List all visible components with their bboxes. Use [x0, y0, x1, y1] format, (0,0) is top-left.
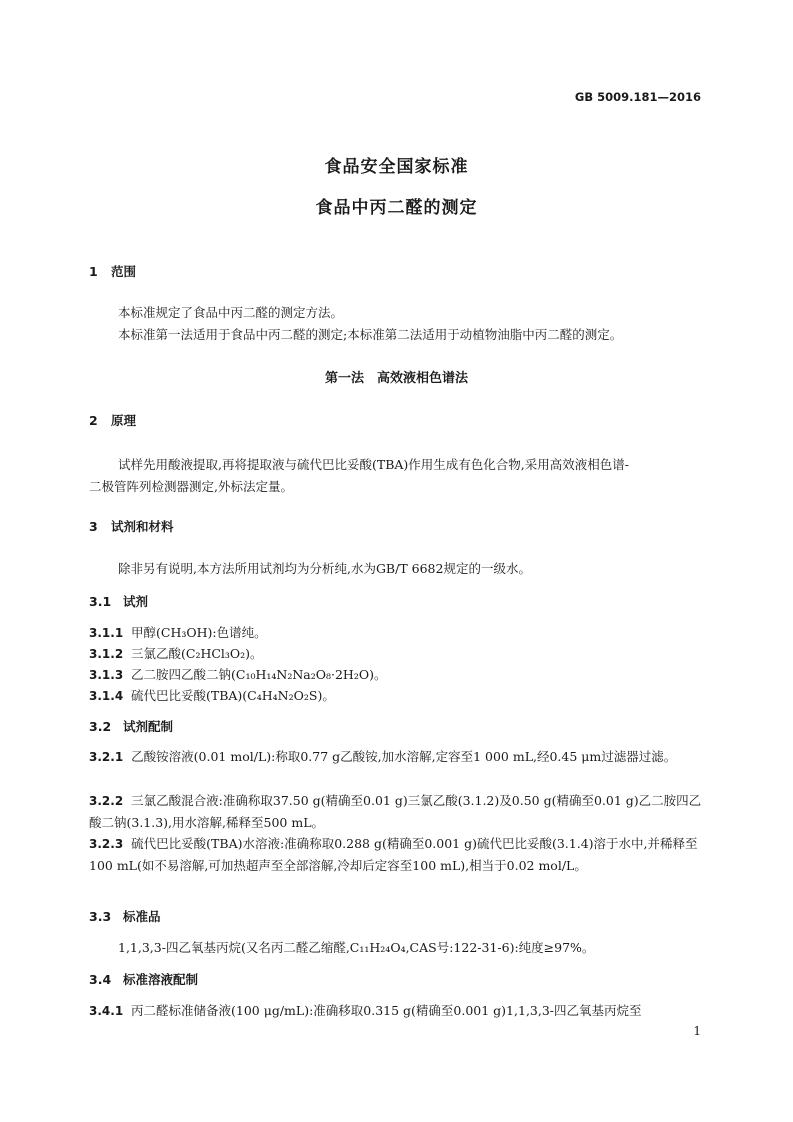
section-title: 范围 [111, 264, 137, 279]
scope-paragraph-2: 本标准第一法适用于食品中丙二醛的测定;本标准第二法适用于动植物油脂中丙二醛的测定。 [118, 327, 623, 342]
reagent-item [89, 686, 335, 704]
item-text: 甲醇(CH₃OH):色谱纯。 [131, 625, 267, 640]
standard-number: GB 5009.181—2016 [574, 90, 701, 104]
item-number: 3.2.1 [89, 750, 124, 764]
item-text: 硫代巴比妥酸(TBA)(C₄H₄N₂O₂S)。 [131, 688, 335, 703]
reagent-prep-3-2-2 [89, 790, 705, 834]
section-3-heading [89, 517, 174, 535]
section-title: 原理 [111, 413, 137, 428]
section-3-4-heading [89, 970, 198, 988]
section-2-heading [89, 411, 136, 429]
item-number: 3.4.1 [89, 1004, 124, 1018]
section-number: 3.3 [89, 909, 112, 924]
principle-line-1: 试样先用酸液提取,再将提取液与硫代巴比妥酸(TBA)作用生成有色化合物,采用高效液相色谱- [118, 457, 629, 472]
section-title: 标准溶液配制 [123, 972, 199, 987]
item-number: 3.1.2 [89, 647, 124, 661]
reagent-item [89, 665, 386, 683]
section-number: 2 [89, 413, 98, 428]
item-number: 3.2.2 [89, 794, 124, 808]
scope-paragraph-1: 本标准规定了食品中丙二醛的测定方法。 [118, 305, 344, 320]
page-number: 1 [693, 1024, 701, 1038]
section-title: 试剂和材料 [111, 519, 174, 534]
section-title: 试剂配制 [123, 719, 174, 734]
reagent-prep-3-2-1 [89, 746, 705, 768]
item-number: 3.1.4 [89, 689, 124, 703]
method-1-heading: 第一法 高效液相色谱法 [324, 371, 468, 386]
principle-line-2: 二极管阵列检测器测定,外标法定量。 [89, 479, 293, 494]
section-number: 3.1 [89, 594, 112, 609]
section-number: 3.2 [89, 719, 112, 734]
section-title: 试剂 [123, 594, 149, 609]
standard-substance-text: 1,1,3,3-四乙氧基丙烷(又名丙二醛乙缩醛,C₁₁H₂₄O₄,CAS号:122-31-6):纯度≥97%。 [118, 940, 595, 955]
doc-title-line2: 食品中丙二醛的测定 [315, 198, 478, 218]
section-3-2-heading [89, 717, 173, 735]
item-text: 三氯乙酸混合液:准确称取37.50 g(精确至0.01 g)三氯乙酸(3.1.2)及0.50 g(精确至0.01 g)乙二胺四乙酸二钠(3.1.3),用水溶解,稀释至500 mL。 [89, 793, 702, 830]
item-number: 3.1.3 [89, 668, 124, 682]
section-3-1-heading [89, 592, 148, 610]
item-number: 3.1.1 [89, 626, 124, 640]
section-number: 3 [89, 519, 98, 534]
reagent-item [89, 623, 267, 641]
section-number: 3.4 [89, 972, 112, 987]
item-text: 乙酸铵溶液(0.01 mol/L):称取0.77 g乙酸铵,加水溶解,定容至1 000 mL,经0.45 μm过滤器过滤。 [131, 749, 677, 764]
reagents-intro: 除非另有说明,本方法所用试剂均为分析纯,水为GB/T 6682规定的一级水。 [118, 561, 531, 576]
doc-title-line1: 食品安全国家标准 [324, 157, 469, 177]
reagent-prep-3-2-3 [89, 833, 705, 877]
item-text: 乙二胺四乙酸二钠(C₁₀H₁₄N₂Na₂O₈·2H₂O)。 [131, 667, 387, 682]
section-number: 1 [89, 264, 98, 279]
item-number: 3.2.3 [89, 837, 124, 851]
reagent-item [89, 644, 263, 662]
section-title: 标准品 [123, 909, 161, 924]
section-1-heading [89, 262, 136, 280]
item-text: 硫代巴比妥酸(TBA)水溶液:准确称取0.288 g(精确至0.001 g)硫代巴比妥酸(3.1.4)溶于水中,并稀释至100 mL(如不易溶解,可加热超声至全部溶解,冷却后定容至100 mL),相当于0.02 mol/L。 [89, 836, 698, 873]
item-text: 丙二醛标准储备液(100 μg/mL):准确移取0.315 g(精确至0.001 g)1,1,3,3-四乙氧基丙烷至 [131, 1003, 642, 1018]
section-3-3-heading [89, 907, 161, 925]
item-text: 三氯乙酸(C₂HCl₃O₂)。 [131, 646, 263, 661]
standard-solution-item [89, 1001, 642, 1019]
